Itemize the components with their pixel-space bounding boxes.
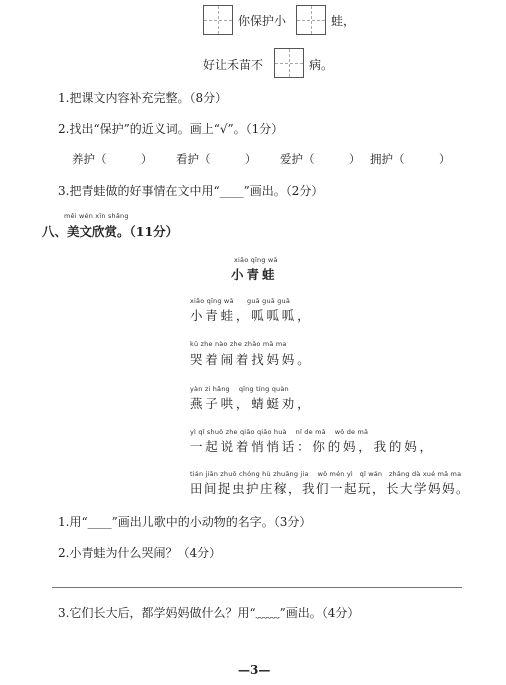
blank-box-3[interactable] [274, 48, 304, 78]
page-number: —3— [238, 663, 271, 677]
option-yanghu[interactable]: 养护（ ） [72, 152, 153, 166]
poem-line-3: 燕子哄，蜻蜓劝， [190, 396, 313, 411]
blank-box-1[interactable] [203, 5, 233, 35]
fill-text-2b: 病。 [309, 58, 334, 72]
section-pinyin: měi wén xīn shǎng [64, 212, 129, 220]
option-kanhu[interactable]: 看护（ ） [176, 152, 257, 166]
question-1: 1.把课文内容补充完整。（8分） [58, 91, 228, 105]
blank-box-2[interactable] [296, 5, 326, 35]
poem-line-2-pinyin: kū zhe nào zhe zhǎo mā ma [190, 340, 287, 348]
poem-line-4: 一起说着悄悄话：你的妈，我的妈， [190, 439, 435, 454]
fill-text-1a: 你保护小 [238, 14, 287, 28]
poem-line-1: 小青蛙，呱呱呱， [190, 308, 313, 323]
poem-line-4-pinyin: yì qǐ shuō zhe qiāo qiāo huà nǐ de mā wǒ de mā [190, 428, 369, 436]
option-yonghu[interactable]: 拥护（ ） [370, 152, 451, 166]
option-aihu[interactable]: 爱护（ ） [280, 152, 361, 166]
fill-text-1b: 蛙， [331, 14, 356, 28]
poem-line-1-pinyin: xiǎo qīng wā guā guā guā [190, 297, 291, 305]
poem-line-3-pinyin: yàn zi hǎng qīng tíng quàn [190, 385, 289, 393]
poem-line-5-pinyin: tián jiān zhuō chóng hù zhuāng jia wǒ mén yì qǐ wán zhǎng dà xué mā ma [190, 470, 462, 478]
answer-line[interactable] [52, 587, 462, 588]
question-b3: 3.它们长大后，都学妈妈做什么？用“﹏﹏”画出。（4分） [58, 606, 360, 620]
section-heading: 八、美文欣赏。（11分） [42, 224, 179, 239]
question-2: 2.找出“保护”的近义词。画上“√”。（1分） [58, 122, 284, 136]
fill-text-2a: 好让禾苗不 [203, 58, 264, 72]
poem-title: 小青蛙 [231, 267, 278, 282]
question-3: 3.把青蛙做的好事情在文中用“____”画出。（2分） [58, 184, 324, 198]
question-b1: 1.用“____”画出儿歌中的小动物的名字。（3分） [58, 515, 312, 529]
poem-line-5: 田间捉虫护庄稼，我们一起玩，长大学妈妈。 [190, 481, 471, 496]
poem-line-2: 哭着闹着找妈妈。 [190, 352, 313, 367]
question-b2: 2.小青蛙为什么哭闹？（4分） [58, 546, 222, 560]
title-pinyin: xiǎo qīng wā [234, 256, 278, 264]
